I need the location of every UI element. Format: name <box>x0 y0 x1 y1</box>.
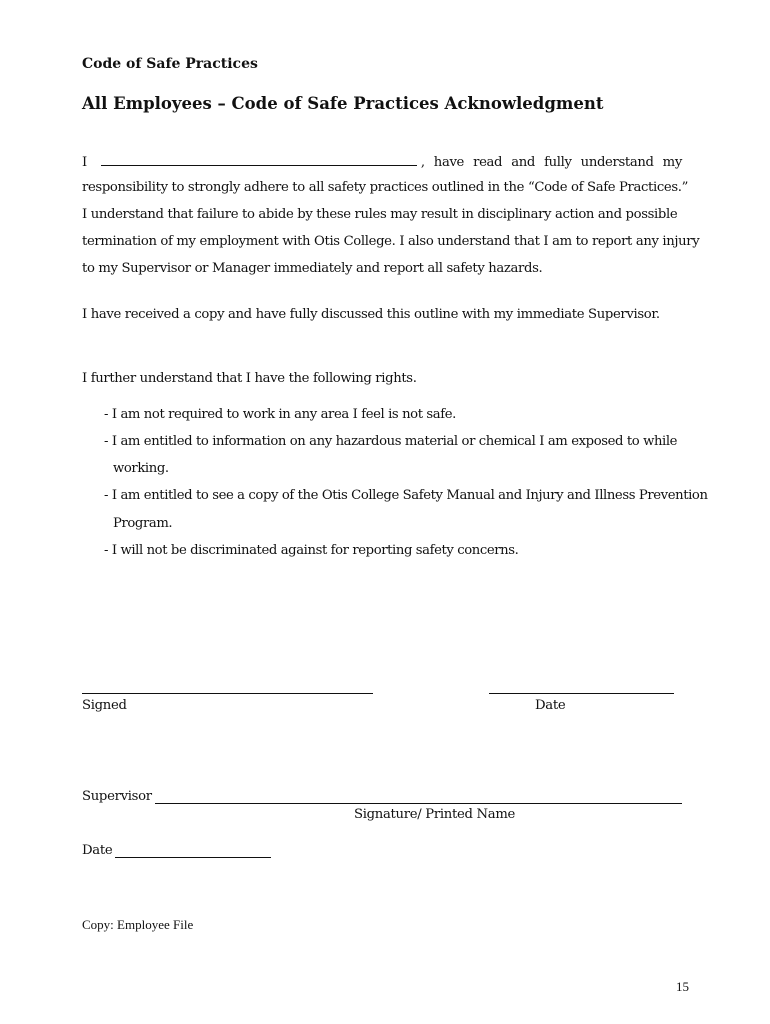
rights-item: - I am entitled to see a copy of the Otis College Safety Manual and Injury and Illness Prevention <box>104 488 708 503</box>
intro-word: , <box>420 155 425 170</box>
supervisor-date-line[interactable] <box>115 857 271 858</box>
intro-line <box>82 151 682 170</box>
rights-item: - I am not required to work in any area I feel is not safe. <box>104 407 456 422</box>
intro-suffix <box>421 155 682 170</box>
page-number: 15 <box>676 979 689 994</box>
signed-label: Signed <box>82 698 127 713</box>
employee-name-blank[interactable] <box>101 151 417 166</box>
intro-word: read <box>473 155 503 170</box>
rights-intro: I further understand that I have the following rights. <box>82 371 417 386</box>
copy-note: Copy: Employee File <box>82 917 194 932</box>
signature-caption: Signature/ Printed Name <box>354 807 516 822</box>
intro-prefix: I <box>82 155 87 170</box>
rights-item: - I am entitled to information on any hazardous material or chemical I am exposed to while <box>104 434 678 449</box>
supervisor-date-label: Date <box>82 843 113 858</box>
rights-item: - I will not be discriminated against for reporting safety concerns. <box>104 543 519 558</box>
supervisor-signature-line[interactable] <box>155 803 682 804</box>
intro-word: fully <box>544 155 572 170</box>
supervisor-label: Supervisor <box>82 789 152 804</box>
paragraph-line: responsibility to strongly adhere to all safety practices outlined in the “Code of Safe Practices.” <box>82 180 689 195</box>
intro-word: have <box>433 155 465 170</box>
rights-item-continuation: working. <box>113 461 169 476</box>
intro-word: and <box>511 155 535 170</box>
paragraph-line: to my Supervisor or Manager immediately and report all safety hazards. <box>82 261 543 276</box>
received-copy-statement: I have received a copy and have fully discussed this outline with my immediate Supervisor. <box>82 307 660 322</box>
section-header: Code of Safe Practices <box>82 56 258 72</box>
employee-date-line[interactable] <box>489 693 674 694</box>
intro-word: understand <box>580 155 654 170</box>
intro-word: my <box>662 155 682 170</box>
paragraph-line: termination of my employment with Otis College. I also understand that I am to report any injury <box>82 234 700 249</box>
employee-signature-line[interactable] <box>82 693 373 694</box>
paragraph-line: I understand that failure to abide by these rules may result in disciplinary action and possible <box>82 207 678 222</box>
rights-item-continuation: Program. <box>113 516 173 531</box>
page-title: All Employees – Code of Safe Practices Acknowledgment <box>82 94 604 113</box>
date-label: Date <box>535 698 566 713</box>
